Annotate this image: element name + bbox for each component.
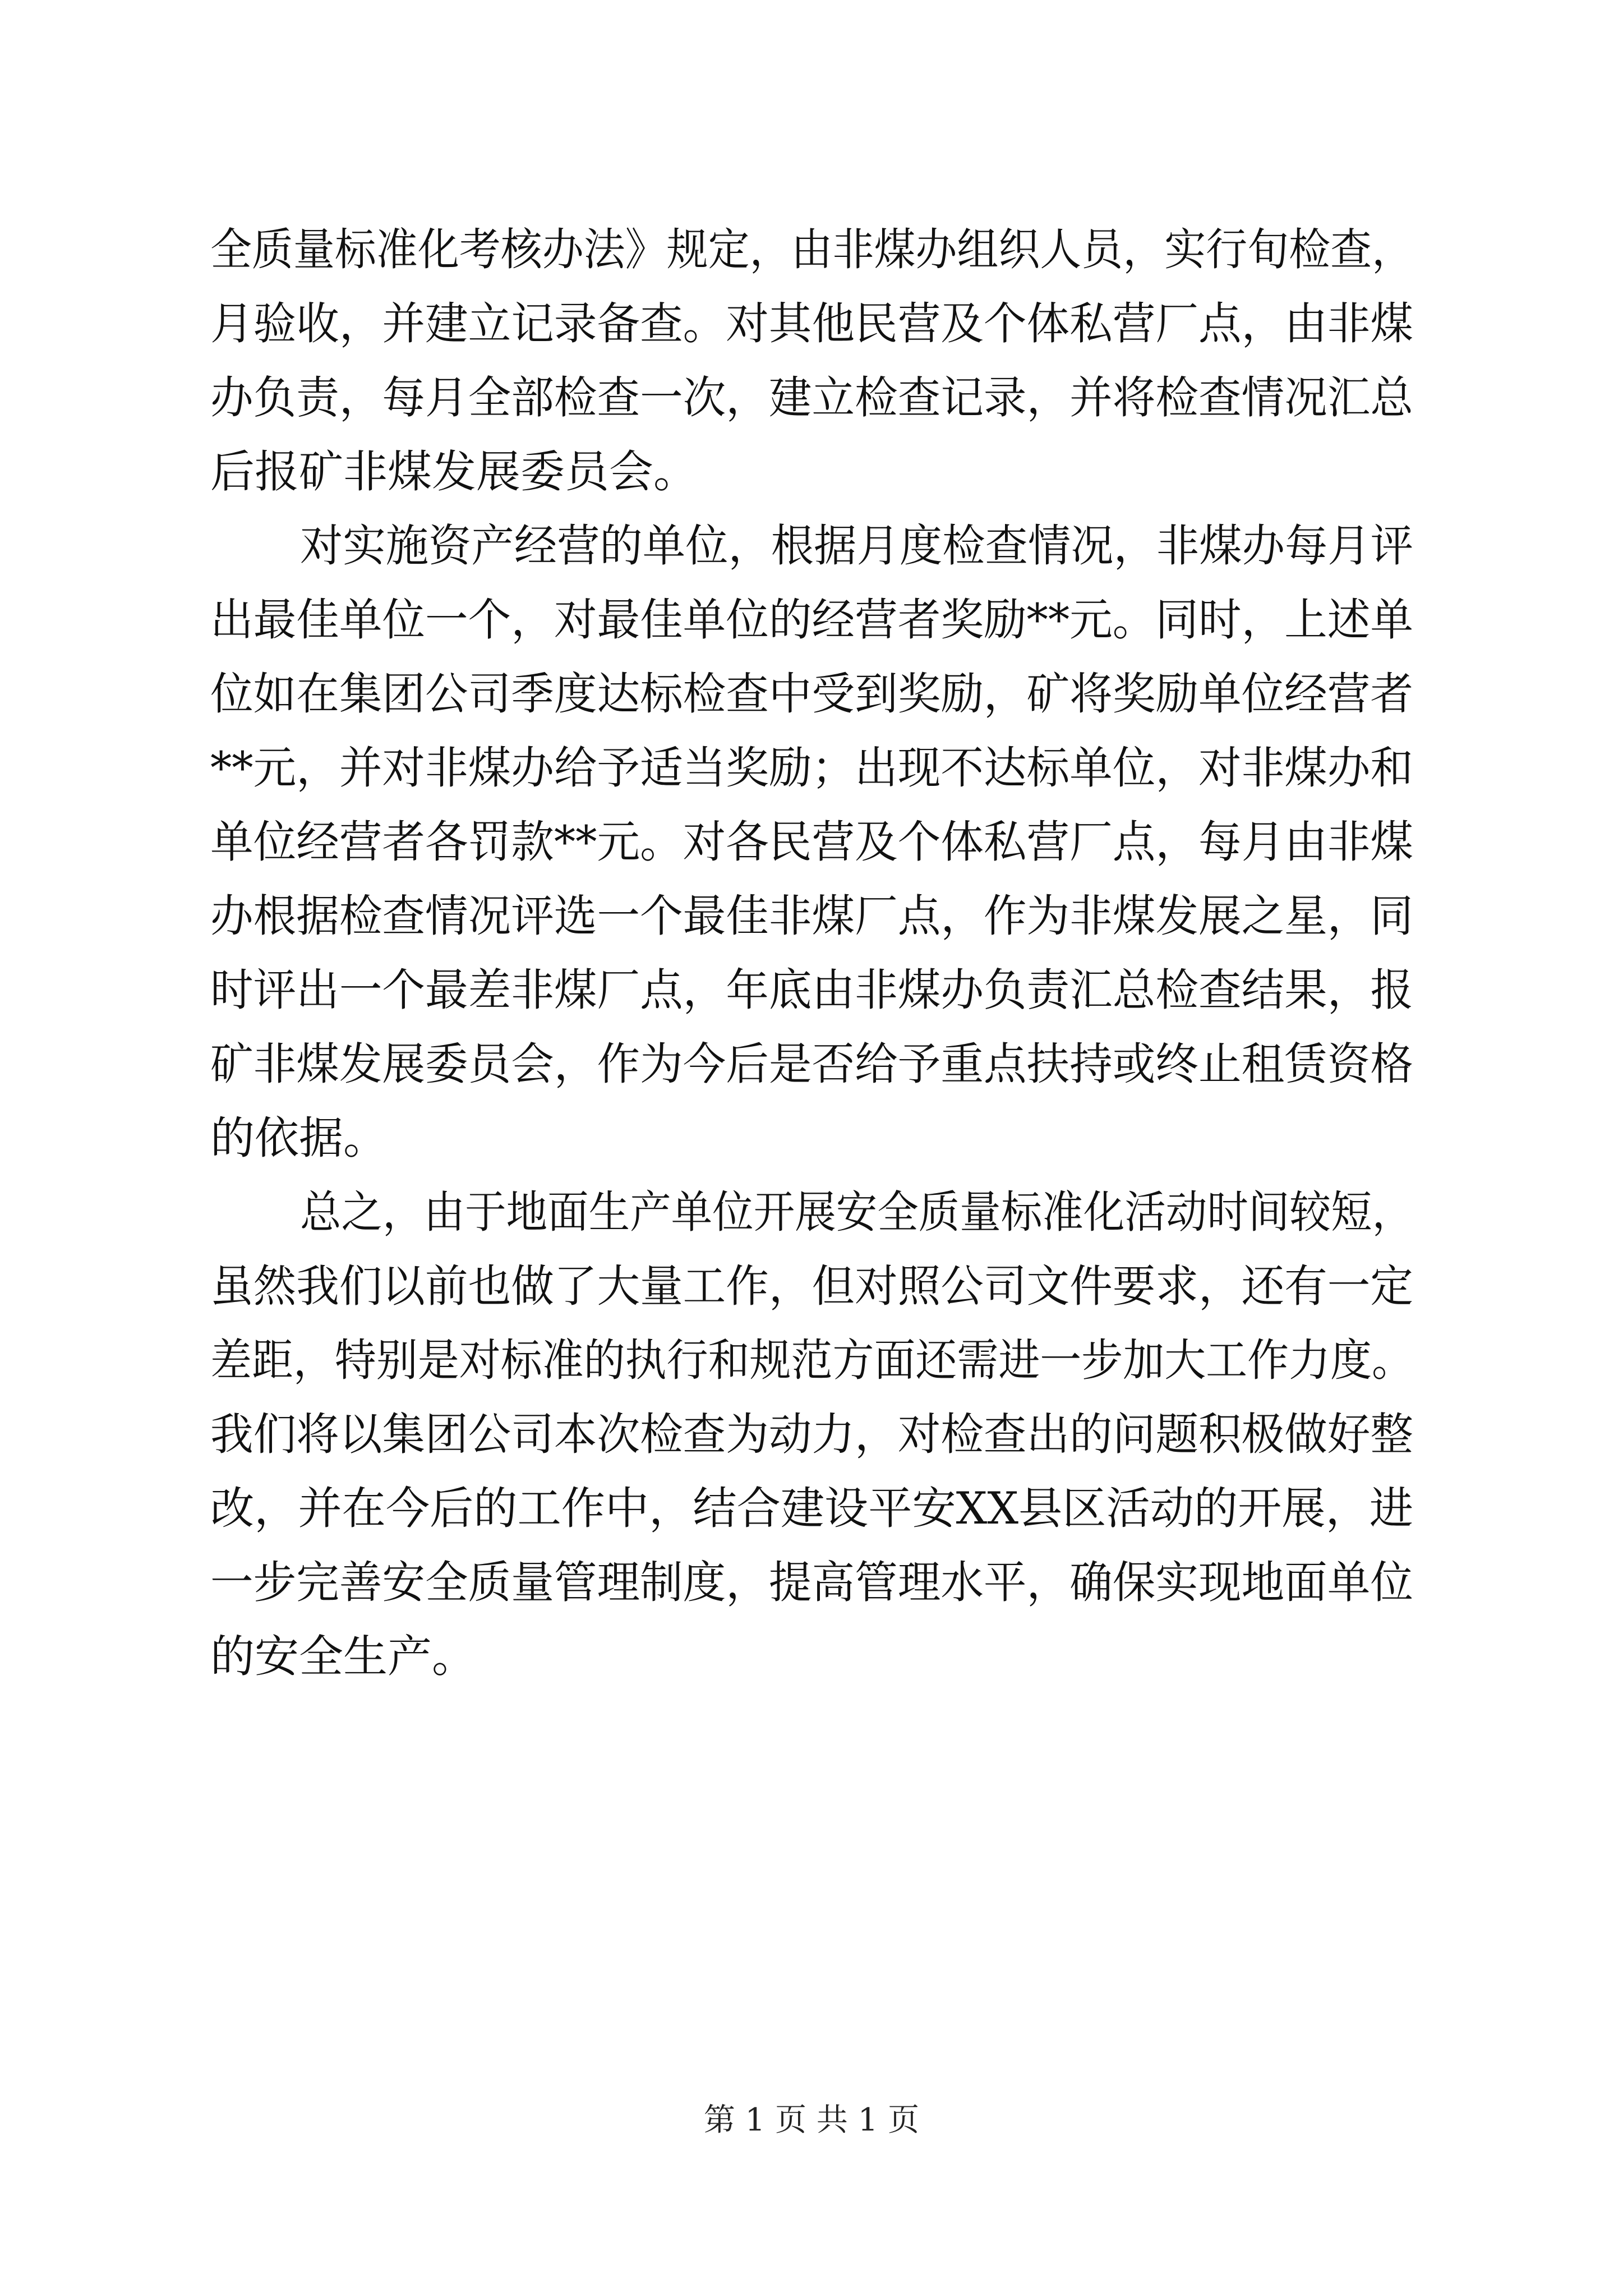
text-line-3-content: 办负责，每月全部检查一次，建立检查记录，并将检查情况汇总 xyxy=(210,372,1413,424)
text-line-2 xyxy=(0,290,1623,357)
text-line-20 xyxy=(0,1623,1623,1690)
text-line-8 xyxy=(0,734,1623,802)
text-line-12-content: 矿非煤发展委员会，作为今后是否给予重点扶持或终止租赁资格 xyxy=(210,1038,1413,1090)
text-line-19-content: 一步完善安全质量管理制度，提高管理水平，确保实现地面单位 xyxy=(210,1557,1413,1608)
text-line-7-content: 位如在集团公司季度达标检查中受到奖励，矿将奖励单位经营者 xyxy=(210,668,1413,720)
text-line-16-content: 差距，特别是对标准的执行和规范方面还需进一步加大工作力度。 xyxy=(210,1335,1413,1386)
text-line-13 xyxy=(0,1105,1623,1172)
text-line-15-content: 虽然我们以前也做了大量工作，但对照公司文件要求，还有一定 xyxy=(210,1260,1413,1312)
text-line-5-content: 对实施资产经营的单位，根据月度检查情况，非煤办每月评 xyxy=(300,520,1413,572)
text-line-6-content: 出最佳单位一个，对最佳单位的经营者奖励**元。同时，上述单 xyxy=(210,594,1413,646)
text-line-4 xyxy=(0,438,1623,505)
text-line-18 xyxy=(0,1475,1623,1542)
text-line-1 xyxy=(0,216,1623,283)
text-line-9 xyxy=(0,808,1623,876)
text-line-11 xyxy=(0,956,1623,1024)
text-line-14 xyxy=(0,1179,1623,1246)
text-line-9-content: 单位经营者各罚款**元。对各民营及个体私营厂点，每月由非煤 xyxy=(210,816,1413,868)
text-line-19 xyxy=(0,1549,1623,1616)
text-line-2-content: 月验收，并建立记录备查。对其他民营及个体私营厂点，由非煤 xyxy=(210,298,1413,349)
page-number-footer: 第 1 页 共 1 页 xyxy=(703,2102,920,2138)
text-line-11-content: 时评出一个最差非煤厂点，年底由非煤办负责汇总检查结果，报 xyxy=(210,964,1413,1016)
text-line-18-content: 改，并在今后的工作中，结合建设平安XX县区活动的开展，进 xyxy=(210,1483,1413,1534)
text-line-10 xyxy=(0,882,1623,950)
text-line-16 xyxy=(0,1327,1623,1394)
text-line-3 xyxy=(0,364,1623,431)
text-line-15 xyxy=(0,1253,1623,1320)
text-line-14-content: 总之，由于地面生产单位开展安全质量标准化活动时间较短， xyxy=(300,1186,1413,1238)
text-line-7 xyxy=(0,660,1623,728)
text-line-10-content: 办根据检查情况评选一个最佳非煤厂点，作为非煤发展之星，同 xyxy=(210,890,1413,942)
text-line-12 xyxy=(0,1030,1623,1098)
text-line-1-content: 全质量标准化考核办法》规定，由非煤办组织人员，实行旬检查， xyxy=(210,224,1413,275)
text-line-4-content: 后报矿非煤发展委员会。 xyxy=(210,446,698,498)
text-line-20-content: 的安全生产。 xyxy=(210,1631,476,1682)
text-line-17-content: 我们将以集团公司本次检查为动力，对检查出的问题积极做好整 xyxy=(210,1409,1413,1460)
text-line-5 xyxy=(0,512,1623,579)
text-line-8-content: **元，并对非煤办给予适当奖励；出现不达标单位，对非煤办和 xyxy=(210,742,1413,794)
text-line-13-content: 的依据。 xyxy=(210,1112,388,1164)
text-line-17 xyxy=(0,1401,1623,1468)
text-line-6 xyxy=(0,586,1623,654)
